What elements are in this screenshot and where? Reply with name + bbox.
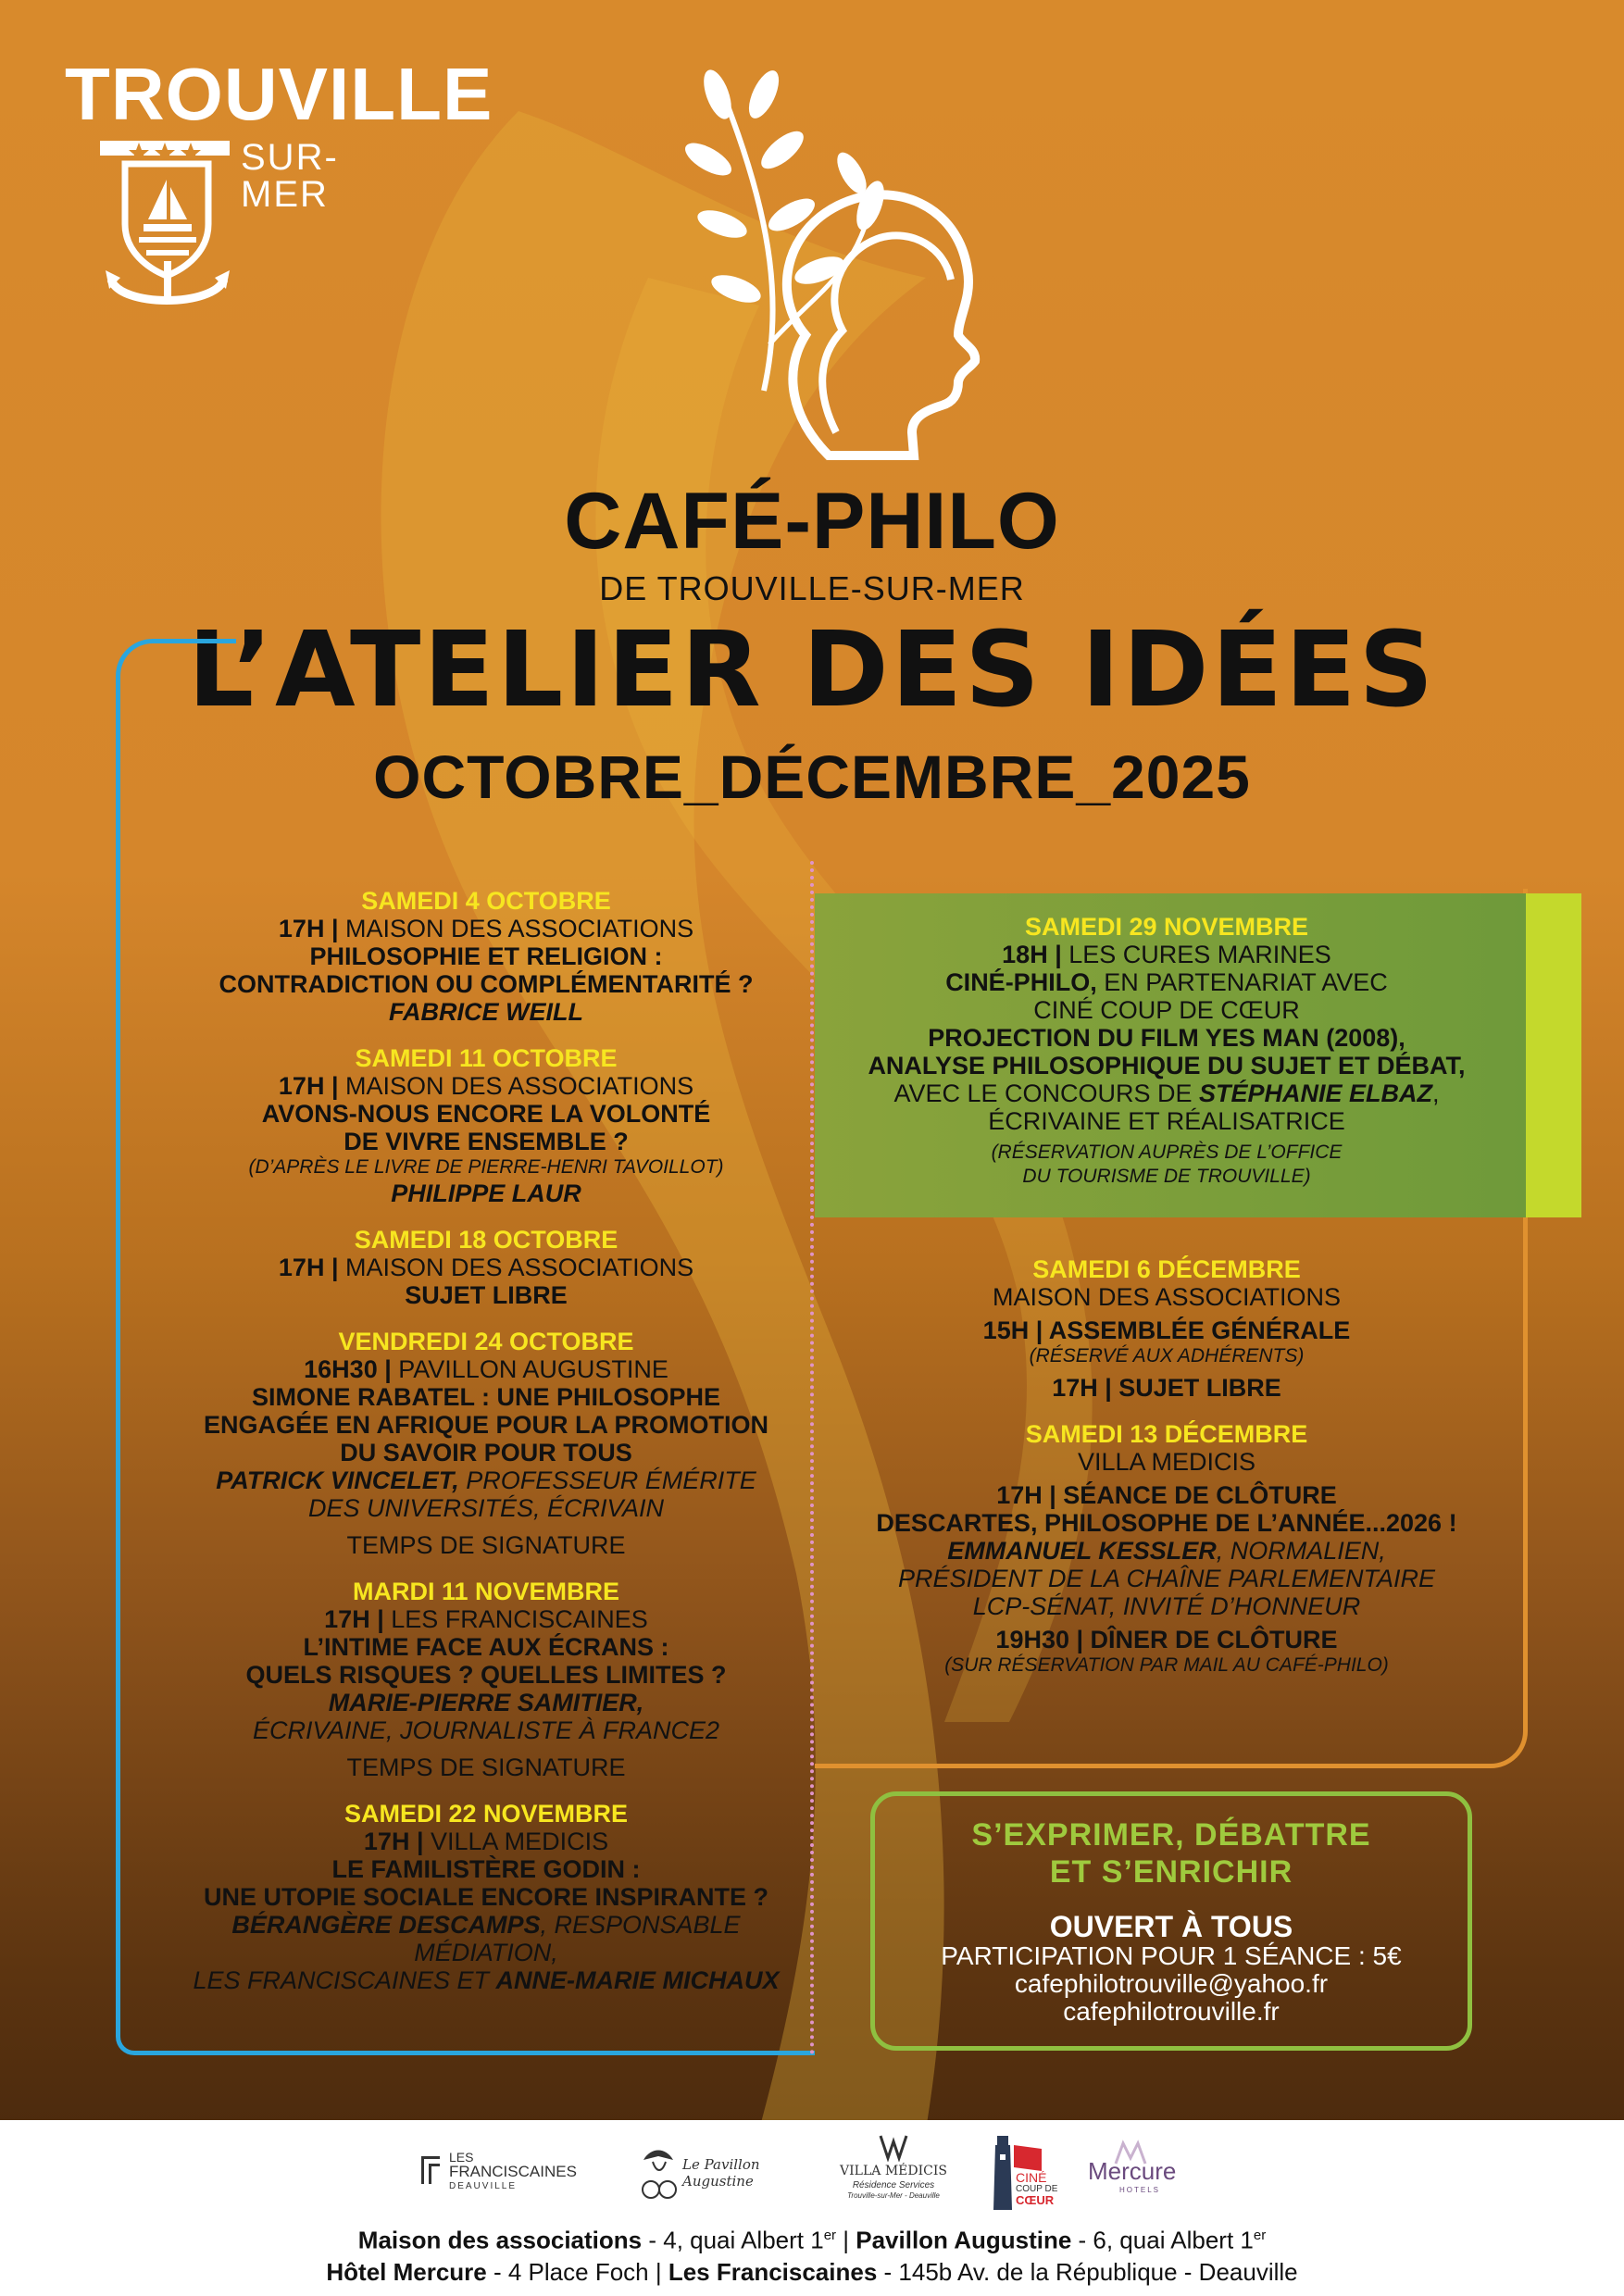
event-item — [181, 887, 792, 1026]
logo-subtitle: SUR-MER — [241, 137, 339, 215]
event-item — [815, 1420, 1518, 1678]
sponsor-logos — [421, 2132, 1218, 2215]
footer-address: - 4, quai Albert 1 — [642, 2226, 824, 2254]
event-time: 17H | — [324, 1605, 384, 1633]
event-date: SAMEDI 6 DÉCEMBRE — [1032, 1255, 1301, 1283]
info-box — [870, 1791, 1472, 2051]
event-time-place — [815, 941, 1518, 968]
event-partner: EN PARTENARIAT AVEC — [1096, 968, 1388, 996]
event-speaker-comma: , — [1432, 1079, 1440, 1107]
lighthouse-icon — [992, 2136, 1014, 2210]
event-topic: DE VIVRE ENSEMBLE ? — [344, 1128, 629, 1155]
event-date: SAMEDI 13 DÉCEMBRE — [1025, 1420, 1308, 1448]
info-slogan: S’EXPRIMER, DÉBATTRE — [971, 1817, 1371, 1853]
period-title: OCTOBRE_DÉCEMBRE_2025 — [373, 742, 1251, 811]
event-speaker: PHILIPPE LAUR — [391, 1179, 581, 1207]
event-speaker-role: PROFESSEUR ÉMÉRITE — [458, 1466, 756, 1494]
franciscaines-logo — [421, 2132, 577, 2215]
event-speaker-intro: AVEC LE CONCOURS DE — [893, 1079, 1200, 1107]
footer-venue: Hôtel Mercure — [326, 2257, 487, 2286]
event-speaker-role: ÉCRIVAINE, JOURNALISTE À FRANCE2 — [252, 1716, 720, 1744]
event-note: (RÉSERVÉ AUX ADHÉRENTS) — [1029, 1345, 1305, 1366]
event-date: SAMEDI 29 NOVEMBRE — [1024, 913, 1309, 941]
event-topic: QUELS RISQUES ? QUELLES LIMITES ? — [245, 1661, 727, 1689]
main-title: L’ATELIER DES IDÉES — [187, 610, 1437, 730]
villa-label-2: Résidence Services — [852, 2180, 935, 2190]
pavillon-label: Le Pavillon Augustine — [682, 2156, 760, 2190]
event-place: MAISON DES ASSOCIATIONS — [338, 915, 694, 942]
highlight-edge — [1526, 893, 1581, 1217]
column-divider — [810, 861, 814, 2055]
event-time: 16H30 | — [304, 1355, 392, 1383]
event-partner-line — [815, 968, 1518, 996]
info-email[interactable]: cafephilotrouville@yahoo.fr — [1014, 1969, 1329, 1998]
event-time-place — [181, 1072, 792, 1100]
event-date: VENDREDI 24 OCTOBRE — [338, 1328, 634, 1355]
event-extra: TEMPS DE SIGNATURE — [346, 1531, 626, 1559]
event-place: MAISON DES ASSOCIATIONS — [338, 1254, 694, 1281]
franciscaines-label-1: LES — [449, 2150, 474, 2165]
event-speaker: ANNE-MARIE MICHAUX — [495, 1966, 780, 1994]
event-speaker: STÉPHANIE ELBAZ — [1199, 1079, 1433, 1107]
event-topic: SIMONE RABATEL : UNE PHILOSOPHE — [251, 1383, 721, 1411]
left-frame-bottom-border — [148, 2051, 815, 2055]
event-date: SAMEDI 18 OCTOBRE — [354, 1226, 618, 1254]
info-open: OUVERT À TOUS — [1049, 1910, 1293, 1943]
event-topic: ANALYSE PHILOSOPHIQUE DU SUJET ET DÉBAT, — [868, 1052, 1466, 1079]
footer-sup: er — [823, 2227, 837, 2243]
event-session: 19H30 | DÎNER DE CLÔTURE — [995, 1626, 1338, 1653]
event-speaker-role: LCP-SÉNAT, INVITÉ D’HONNEUR — [972, 1592, 1361, 1620]
event-speaker-role: PRÉSIDENT DE LA CHAÎNE PARLEMENTAIRE — [897, 1565, 1436, 1592]
mercure-sub-label: HOTELS — [1119, 2186, 1161, 2194]
event-extra: TEMPS DE SIGNATURE — [346, 1753, 626, 1781]
left-event-column — [181, 887, 792, 2013]
event-place: VILLA MEDICIS — [423, 1828, 609, 1855]
cine-label-2: COUP DE — [1016, 2184, 1058, 2194]
head-with-branch-icon — [681, 67, 986, 474]
event-speaker-line — [181, 1466, 792, 1494]
franciscaines-label-3: DEAUVILLE — [449, 2181, 518, 2191]
event-speaker: MARIE-PIERRE SAMITIER, — [328, 1689, 644, 1716]
event-speaker-role: , RESPONSABLE MÉDIATION, — [414, 1911, 741, 1966]
mercure-logo — [1084, 2132, 1214, 2215]
event-time-place — [181, 1828, 792, 1855]
event-item — [815, 913, 1518, 1189]
event-time: 17H | — [278, 1072, 339, 1100]
event-item — [181, 1578, 792, 1781]
footer-line — [0, 2220, 1624, 2256]
event-note: DU TOURISME DE TROUVILLE) — [1022, 1166, 1311, 1187]
footer-address: - 4 Place Foch | — [486, 2257, 668, 2286]
villa-monogram-icon — [875, 2132, 912, 2162]
villa-medicis-logo — [829, 2132, 958, 2215]
event-topic: LE FAMILISTÈRE GODIN : — [331, 1855, 641, 1883]
cafe-philo-subtitle: DE TROUVILLE-SUR-MER — [599, 569, 1025, 607]
red-flag-icon — [1014, 2145, 1042, 2171]
event-speaker-line — [181, 1966, 792, 1994]
right-event-column — [815, 913, 1518, 1696]
footer-venue: Les Franciscaines — [668, 2257, 878, 2286]
event-topic: PROJECTION DU FILM YES MAN (2008), — [928, 1024, 1405, 1052]
event-topic: UNE UTOPIE SOCIALE ENCORE INSPIRANTE ? — [203, 1883, 769, 1911]
event-time: 17H | — [278, 1254, 339, 1281]
mercure-label: Mercure — [1088, 2157, 1177, 2185]
event-speaker-role: LES FRANCISCAINES ET — [193, 1966, 496, 1994]
event-session: 15H | ASSEMBLÉE GÉNÉRALE — [982, 1316, 1351, 1344]
event-topic: L’INTIME FACE AUX ÉCRANS : — [303, 1633, 669, 1661]
event-speaker-line — [181, 1911, 792, 1966]
event-speaker-line — [815, 1537, 1518, 1565]
trouville-logo — [65, 53, 493, 307]
event-topic: CONTRADICTION OU COMPLÉMENTARITÉ ? — [219, 970, 754, 998]
cine-coup-de-coeur-logo — [992, 2132, 1066, 2215]
event-speaker: FABRICE WEILL — [389, 998, 583, 1026]
event-time: 18H | — [1002, 941, 1062, 968]
footer-sup: er — [1253, 2227, 1267, 2243]
event-topic: SUJET LIBRE — [405, 1281, 568, 1309]
franciscaines-icon — [421, 2156, 442, 2184]
pavillon-augustine-logo — [636, 2132, 803, 2215]
event-note: (D’APRÈS LE LIVRE DE PIERRE-HENRI TAVOILLOT) — [248, 1156, 724, 1178]
event-speaker: PATRICK VINCELET, — [216, 1466, 459, 1494]
event-place: VILLA MEDICIS — [1077, 1448, 1256, 1476]
event-topic: DU SAVOIR POUR TOUS — [340, 1439, 632, 1466]
footer-venue: Pavillon Augustine — [856, 2226, 1072, 2254]
event-topic: CINÉ-PHILO, — [945, 968, 1097, 996]
logo-wordmark: TROUVILLE — [65, 53, 493, 135]
event-time-place — [181, 1355, 792, 1383]
event-topic: DESCARTES, PHILOSOPHE DE L’ANNÉE...2026 ! — [876, 1509, 1457, 1537]
event-speaker-role: DES UNIVERSITÉS, ÉCRIVAIN — [307, 1494, 665, 1522]
event-partner: CINÉ COUP DE CŒUR — [1033, 996, 1300, 1024]
event-time: 17H | — [278, 915, 339, 942]
event-item — [181, 1800, 792, 1994]
franciscaines-label-2: FRANCISCAINES — [449, 2163, 577, 2180]
event-speaker: EMMANUEL KESSLER — [947, 1537, 1217, 1565]
footer-address: - 145b Av. de la République - Deauville — [877, 2257, 1298, 2286]
event-note: (RÉSERVATION AUPRÈS DE L’OFFICE — [991, 1142, 1343, 1163]
info-slogan: ET S’ENRICHIR — [1049, 1854, 1293, 1890]
event-topic: AVONS-NOUS ENCORE LA VOLONTÉ — [261, 1100, 711, 1128]
event-speaker: BÉRANGÈRE DESCAMPS — [231, 1911, 541, 1939]
event-place: MAISON DES ASSOCIATIONS — [992, 1283, 1342, 1311]
event-item — [181, 1226, 792, 1309]
event-time-place — [181, 915, 792, 942]
event-place: PAVILLON AUGUSTINE — [391, 1355, 668, 1383]
cafe-philo-title: CAFÉ-PHILO — [564, 477, 1060, 566]
event-place: LES CURES MARINES — [1061, 941, 1331, 968]
title-block — [0, 477, 1624, 811]
event-topic: ENGAGÉE EN AFRIQUE POUR LA PROMOTION — [203, 1411, 769, 1439]
info-price: PARTICIPATION POUR 1 SÉANCE : 5€ — [941, 1941, 1402, 1970]
cine-label-3: CŒUR — [1016, 2193, 1055, 2207]
villa-label-3: Trouville-sur-Mer - Deauville — [847, 2191, 940, 2200]
event-session: 17H | SÉANCE DE CLÔTURE — [996, 1481, 1337, 1509]
info-website[interactable]: cafephilotrouville.fr — [1063, 1997, 1280, 2026]
event-speaker-role: , NORMALIEN, — [1216, 1537, 1386, 1565]
event-item — [181, 1044, 792, 1207]
event-topic: PHILOSOPHIE ET RELIGION : — [309, 942, 663, 970]
event-time: 17H | — [363, 1828, 424, 1855]
event-date: SAMEDI 11 OCTOBRE — [355, 1044, 618, 1072]
villa-label-1: VILLA MÉDICIS — [840, 2164, 947, 2178]
anchor-crest-icon — [93, 122, 250, 317]
event-place: MAISON DES ASSOCIATIONS — [338, 1072, 694, 1100]
cine-label-1: CINÉ — [1016, 2170, 1047, 2185]
footer-line — [0, 2256, 1624, 2288]
event-place: LES FRANCISCAINES — [383, 1605, 648, 1633]
bird-emblem-icon — [640, 2141, 677, 2201]
footer-addresses — [0, 2220, 1624, 2288]
event-note: (SUR RÉSERVATION PAR MAIL AU CAFÉ-PHILO) — [944, 1654, 1389, 1676]
event-date: MARDI 11 NOVEMBRE — [352, 1578, 620, 1605]
footer-separator: | — [836, 2226, 856, 2254]
event-item — [181, 1328, 792, 1559]
event-time-place — [181, 1605, 792, 1633]
footer-address: - 6, quai Albert 1 — [1071, 2226, 1254, 2254]
event-speaker-line — [815, 1079, 1518, 1107]
event-time-place — [181, 1254, 792, 1281]
event-session: 17H | SUJET LIBRE — [1052, 1374, 1281, 1402]
event-date: SAMEDI 4 OCTOBRE — [361, 887, 611, 915]
event-item — [815, 1255, 1518, 1402]
event-speaker-role: ÉCRIVAINE ET RÉALISATRICE — [988, 1107, 1345, 1135]
footer-venue: Maison des associations — [357, 2226, 643, 2254]
event-date: SAMEDI 22 NOVEMBRE — [344, 1800, 629, 1828]
